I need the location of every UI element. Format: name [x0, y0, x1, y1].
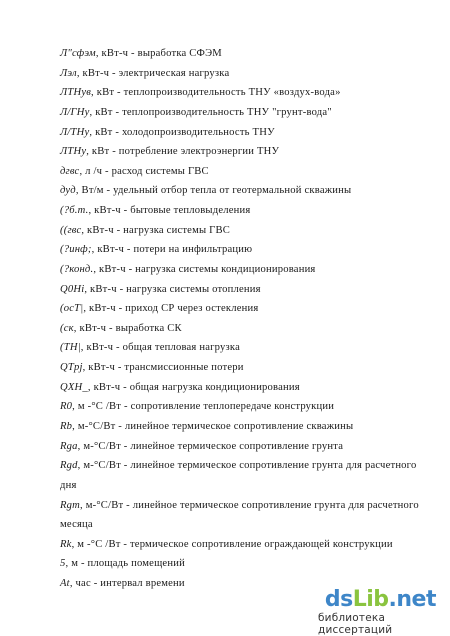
- symbol: QXH_: [60, 381, 88, 393]
- definition-line: [60, 460, 416, 471]
- definition-text: , м-°С/Вт - линейное термическое сопротивление грунта для расчетного: [77, 460, 417, 472]
- definition-line: [60, 205, 250, 216]
- definition-text: , м-°С/Вт - линейное термическое сопротивление скважины: [72, 421, 354, 432]
- definition-text: , кВт-ч - нагрузка системы кондиционирования: [93, 263, 316, 275]
- symbol: дуд: [60, 185, 76, 197]
- definition-line: [60, 127, 275, 138]
- symbol: Л/ГНу: [60, 106, 90, 118]
- definition-text: , кВт-ч - нагрузка системы ГВС: [81, 224, 231, 236]
- definition-text: , кВт-ч - нагрузка системы отопления: [84, 283, 261, 295]
- definition-line: [60, 578, 185, 589]
- logo-lib: Lib: [352, 587, 389, 612]
- definition-line: [60, 185, 351, 196]
- symbol: Л"сфэм: [60, 48, 96, 59]
- symbol: QTpj: [60, 362, 83, 374]
- definition-line: [60, 480, 77, 491]
- watermark-tagline: библиотека диссертаций: [318, 612, 393, 636]
- symbol: ЛТНу: [60, 146, 87, 158]
- symbol: At: [60, 578, 70, 589]
- symbol: дгвс: [60, 165, 80, 177]
- definition-text: месяца: [60, 519, 93, 531]
- definition-text: , кВт-ч - выработка СФЭМ: [95, 48, 222, 59]
- definition-line: [60, 303, 258, 314]
- definition-text: , кВт - теплопроизводительность ТНУ "грунт-вода": [89, 106, 332, 118]
- definition-line: [60, 284, 261, 295]
- symbol: Rk: [60, 538, 72, 550]
- symbol: Rgd: [60, 460, 78, 472]
- logo-net: .net: [388, 587, 436, 612]
- symbol: (ск: [60, 322, 74, 334]
- symbol: (ТН|: [60, 342, 81, 354]
- definition-text: дня: [60, 479, 77, 491]
- definition-text: , л /ч - расход системы ГВС: [79, 165, 209, 177]
- definition-text: , кВт-ч - бытовые тепловыделения: [88, 205, 251, 216]
- definition-text: , час - интервал времени: [69, 578, 185, 589]
- symbol: 5: [60, 558, 66, 570]
- symbol: Лэл: [60, 67, 77, 79]
- definition-text: , кВт-ч - трансмиссионные потери: [82, 362, 244, 374]
- definition-line: [60, 421, 353, 432]
- definition-text: , Вт/м - удельный отбор тепла от геотермальной скважины: [75, 185, 352, 197]
- definition-line: [60, 362, 244, 373]
- symbol: ЛТНув: [60, 87, 92, 99]
- symbol: R0: [60, 401, 73, 413]
- symbol: Q0Hi: [60, 283, 85, 295]
- definition-line: [60, 342, 240, 353]
- definition-line: [60, 244, 252, 255]
- definition-line: [60, 225, 230, 236]
- definition-text: , м -°С /Вт - сопротивление теплопередаче конструкции: [72, 401, 335, 413]
- dslib-logo: [325, 588, 436, 612]
- definition-line: [60, 519, 93, 530]
- symbol: Л/ТНу: [60, 126, 90, 138]
- definition-line: [60, 68, 229, 79]
- definition-text: , м-°С/Вт - линейное термическое сопротивление грунта для расчетного: [80, 499, 419, 511]
- definition-line: [60, 441, 343, 452]
- definition-line: [60, 48, 222, 59]
- symbol: (?конд.: [60, 263, 94, 275]
- definition-text: , кВт-ч - общая нагрузка кондиционирования: [87, 381, 300, 393]
- definition-line: [60, 264, 316, 275]
- symbol: (?б.т.: [60, 205, 89, 216]
- definition-line: [60, 166, 209, 177]
- logo-ds: ds: [324, 587, 353, 612]
- definition-line: [60, 558, 185, 569]
- symbol: (?инф;: [60, 244, 92, 256]
- definition-text: , кВт-ч - приход СР через остекления: [83, 303, 259, 315]
- definition-line: [60, 107, 332, 118]
- watermark: [318, 587, 436, 636]
- definition-text: , кВт-ч - электрическая нагрузка: [76, 67, 230, 79]
- definition-line: [60, 87, 341, 98]
- definition-line: [60, 401, 334, 412]
- definition-text: , кВт - холодопроизводительность ТНУ: [89, 126, 275, 138]
- symbol: Rgm: [60, 499, 81, 511]
- definition-text: , кВт-ч - потери на инфильтрацию: [91, 244, 253, 256]
- definition-line: [60, 500, 419, 511]
- definition-text: , м - площадь помещений: [65, 558, 185, 570]
- definition-text: , кВт-ч - выработка СК: [73, 322, 182, 334]
- definition-line: [60, 146, 279, 157]
- definition-line: [60, 323, 182, 334]
- definition-text: , м -°С /Вт - термическое сопротивление ограждающей конструкции: [71, 538, 393, 550]
- definition-line: [60, 382, 300, 393]
- symbol: (осТ|: [60, 303, 84, 315]
- definition-line: [60, 539, 393, 550]
- definition-text: , м-°С/Вт - линейное термическое сопротивление грунта: [77, 440, 344, 452]
- symbol: Rb: [60, 421, 73, 432]
- symbol: Rga: [60, 440, 78, 452]
- symbol: ((гвс: [60, 224, 82, 236]
- definition-text: , кВт - потребление электроэнергии ТНУ: [86, 146, 280, 158]
- definition-text: , кВт-ч - общая тепловая нагрузка: [80, 342, 240, 354]
- definition-text: , кВт - теплопроизводительность ТНУ «воздух-вода»: [91, 87, 341, 99]
